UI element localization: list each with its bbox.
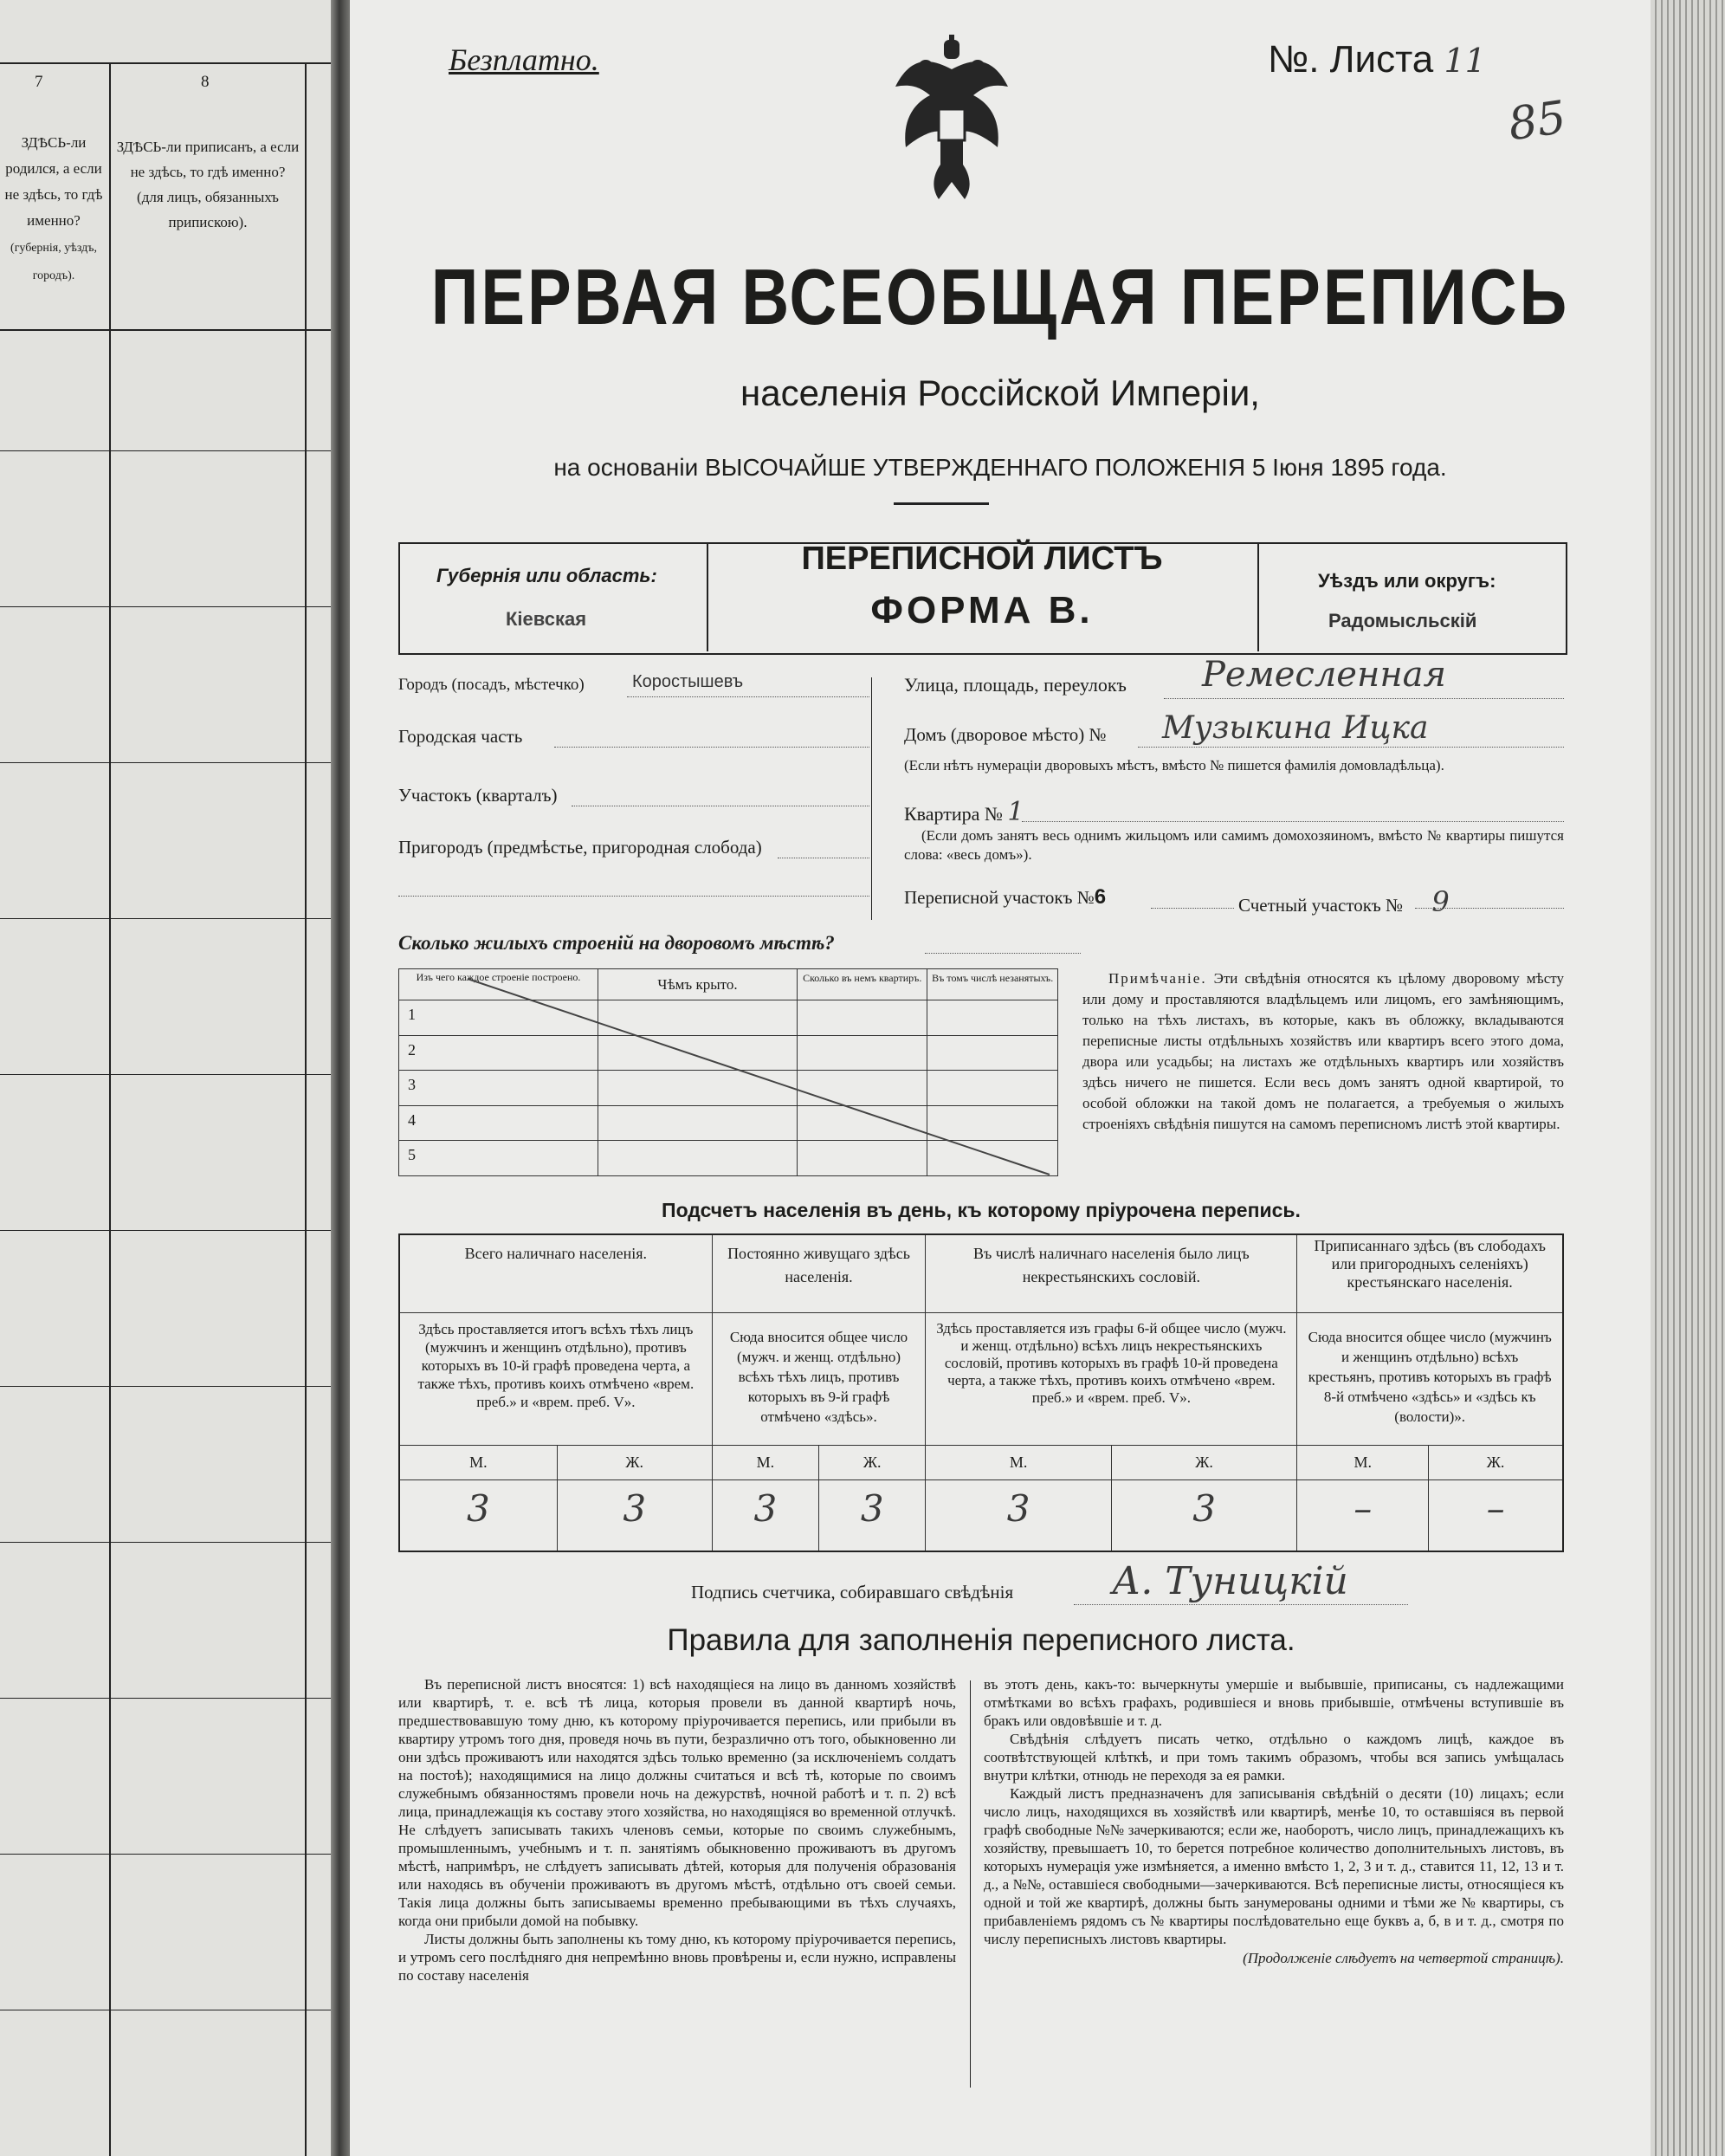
signature-line: [1074, 1604, 1408, 1605]
population-col-desc: Здѣсь проставляется итогъ всѣхъ тѣхъ лицъ (мужчинъ и женщинъ отдѣльно), противъ которыхъ въ 10-й графѣ проведена черта, а также тѣхъ, противъ коихъ отмѣчено «врем. преб.» и «врем. преб. V».: [417, 1320, 695, 1410]
page-edges: [1651, 0, 1725, 2156]
resident-male-value: 3: [753, 1487, 778, 1531]
sheet-number-value: 11: [1444, 42, 1486, 80]
left-page: [0, 0, 331, 2156]
left-row-line: [0, 918, 331, 919]
buildings-col-roof: Чѣмъ крыто.: [598, 969, 798, 1000]
suburb-field-line-2: [398, 896, 869, 897]
population-descs: [399, 1312, 1563, 1445]
left-row-line: [0, 606, 331, 607]
buildings-col-vacant: Въ томъ числѣ незанятыхъ.: [927, 969, 1058, 1000]
population-sex-labels: М. Ж. М. Ж. М. Ж. М. Ж.: [399, 1445, 1563, 1479]
title-rule: [894, 502, 989, 505]
resident-female-value: 3: [860, 1487, 884, 1531]
buildings-row: 2: [399, 1035, 1058, 1071]
population-col-head: Всего наличнаго населенія.: [464, 1245, 648, 1262]
left-header-bottom-line: [0, 329, 331, 331]
buildings-col-material: Изъ чего каждое строеніе построено.: [399, 969, 598, 1000]
apartment-note: (Если домъ занятъ весь однимъ жильцомъ или самимъ домохозяиномъ, вмѣсто № квартиры пишутся слова: «весь домъ»).: [904, 827, 1564, 863]
free-of-charge-label: Безплатно.: [449, 42, 599, 77]
rules-paragraph: Въ переписной листъ вносятся: 1) всѣ находящіеся на лицо въ данномъ хозяйствѣ или квартирѣ, т. е. всѣ тѣ лица, которыя провели въ данной квартирѣ ночь, предшествовавшую тому дню, къ которому пріурочивается перепись, или прибыли въ квартиру утромъ того дня, проведя ночь въ пути, безразлично отъ того, обыкновенно ли они здѣсь проживаютъ или находятся здѣсь только временно (за исключеніемъ солдатъ на постоѣ); находящимися на лицо должны считаться и всѣ тѣ, которые по своимъ служебнымъ обязанностямъ провели ночь на дежурствѣ, ночной работѣ и т. п. 2) всѣ лица, принадлежащія къ составу этого хозяйства, но находящіяся во временной отлучкѣ. Не слѣдуетъ записывать такихъ членовъ семьи, которые по своимъ служебнымъ, промышленнымъ, учебнымъ и т. п. занятіямъ обыкновенно проживаютъ въ другомъ мѣстѣ, напримѣръ, не слѣдуетъ записывать дѣтей, которыя для полученія образованія или находясь въ обученіи проживаютъ въ другомъ мѣстѣ, отдѣльно отъ своей семьи. Такія лица должны быть записываемы временно пребывающими въ тѣхъ случаяхъ, когда они прибыли домой на побывку.: [398, 1676, 956, 1929]
buildings-answer-line: [925, 953, 1081, 954]
population-col-head: Въ числѣ наличнаго населенія было лицъ некрестьянскихъ сословій.: [972, 1245, 1250, 1285]
city-part-label: Городская часть: [398, 726, 523, 747]
buildings-question: Сколько жилыхъ строеній на дворовомъ мѣстѣ?: [398, 932, 835, 954]
nonpeasant-female-value: 3: [1192, 1487, 1216, 1531]
street-label: Улица, площадь, переулокъ: [904, 674, 1127, 696]
left-row-line: [0, 1542, 331, 1543]
buildings-row: 3: [399, 1071, 1058, 1106]
buildings-note: Примѣчаніе. Эти свѣдѣнія относятся къ цѣлому дворовому мѣсту или дому и проставляются владѣльцемъ или лицомъ, его замѣняющимъ, только на тѣхъ листахъ, въ которые, какъ въ обложку, вкладываются переписные листы отдѣльныхъ хозяйствъ или квартиръ всего этого дома, двора или усадьбы; на листахъ же отдѣльныхъ квартиръ или хозяйствъ здѣсь ничего не пишется. Если весь домъ занятъ одной квартирой, то особой обложки на такой домъ не полагается, а требуемыя о жилыхъ строеніяхъ свѣдѣнія пишутся на самомъ переписномъ листѣ этой квартиры.: [1082, 970, 1564, 1132]
imperial-eagle-emblem: [887, 35, 1017, 208]
left-row-line: [0, 1230, 331, 1231]
peasant-male-value: –: [1354, 1487, 1373, 1531]
sheet-number-label: №. Листа 11: [1268, 38, 1486, 81]
buildings-row: 1: [399, 1000, 1058, 1036]
city-part-field-line: [554, 747, 869, 748]
buildings-strike-line: [398, 968, 1058, 1176]
count-section-field-line: [1415, 908, 1564, 909]
total-male-value: 3: [466, 1487, 490, 1531]
address-divider: [871, 677, 872, 920]
left-col7-text: ЗДѢСЬ-ли родился, а если не здѣсь, то гдѣ именно? (губернія, уѣздъ, городъ).: [4, 134, 103, 282]
total-female-value: 3: [623, 1487, 647, 1531]
rules-paragraph: Листы должны быть заполнены къ тому дню, къ которому пріурочивается перепись, и утромъ сего послѣдняго дня непремѣнно вновь провѣрены и, если нужно, исправлены по составу населенія: [398, 1931, 956, 1984]
population-col-desc: Сюда вносится общее число (мужчинъ и женщинъ отдѣльно) всѣхъ крестьянъ, противъ которыхъ въ графѣ 8-й отмѣчено «здѣсь» и «здѣсь къ (волости)».: [1308, 1328, 1552, 1425]
street-value: Ремесленная: [1202, 655, 1446, 695]
left-col8-text: ЗДѢСЬ-ли приписанъ, а если не здѣсь, то гдѣ именно? (для лицъ, обязанныхъ припискою).: [116, 139, 300, 230]
count-section-value: 9: [1431, 885, 1450, 918]
district-label: Уѣздъ или округъ:: [1318, 570, 1496, 592]
census-section-value: 6: [1094, 885, 1107, 909]
population-heads: [399, 1234, 1563, 1312]
left-col-divider-1: [109, 62, 111, 2156]
left-row-line: [0, 1074, 331, 1075]
left-col-divider-2: [305, 62, 307, 2156]
enumerator-signature: А. Туницкій: [1112, 1559, 1348, 1603]
population-col-desc: Сюда вносится общее число (мужч. и женщ. отдѣльно) всѣхъ тѣхъ лицъ, противъ которыхъ въ 9-й графѣ отмѣчено «здѣсь».: [729, 1328, 908, 1425]
city-label: Городъ (посадъ, мѣстечко): [398, 676, 585, 694]
province-value: Кіевская: [506, 608, 587, 630]
peasant-female-value: –: [1486, 1487, 1505, 1531]
population-col-desc: Здѣсь проставляется изъ графы 6-й общее число (мужч. и женщ. отдѣльно) всѣхъ лицъ некрестьянскихъ сословій, противъ которыхъ въ графѣ 10-й проведена черта, а также тѣхъ, противъ коихъ отмѣчено «врем. преб.» и «врем. преб. V».: [936, 1319, 1287, 1406]
rules-continued-note: (Продолженіе слѣдуетъ на четвертой страницѣ).: [1243, 1950, 1564, 1966]
rules-right-column: [984, 1675, 1564, 1967]
book-gutter: [331, 0, 350, 2156]
province-label: Губернія или область:: [436, 565, 657, 586]
legal-basis: на основаніи ВЫСОЧАЙШЕ УТВЕРЖДЕННАГО ПОЛОЖЕНІЯ 5 Іюня 1895 года.: [553, 454, 1447, 481]
census-section-field-line: [1151, 908, 1234, 909]
nonpeasant-male-value: 3: [1006, 1487, 1030, 1531]
house-label: Домъ (дворовое мѣсто) №: [904, 724, 1107, 745]
left-header-line: [0, 62, 331, 64]
rules-divider: [970, 1680, 971, 2088]
suburb-label: Пригородъ (предмѣстье, пригородная слобода): [398, 837, 762, 858]
left-col8-num: 8: [201, 73, 210, 91]
left-col7-num: 7: [35, 73, 43, 91]
rules-left-column: [398, 1675, 956, 1984]
form-title: ПЕРЕПИСНОЙ ЛИСТЪ: [801, 541, 1163, 577]
buildings-col-apartments: Сколько въ немъ квартиръ.: [797, 969, 927, 1000]
left-row-line: [0, 1854, 331, 1855]
left-row-line: [0, 1698, 331, 1699]
left-row-line: [0, 762, 331, 763]
page-title: ПЕРВАЯ ВСЕОБЩАЯ ПЕРЕПИСЬ: [430, 253, 1570, 342]
house-field-line: [1138, 747, 1564, 748]
apartment-label: Квартира № 1: [904, 797, 1024, 827]
population-table: [398, 1233, 1564, 1552]
precinct-label: Участокъ (кварталъ): [398, 785, 558, 806]
house-value: Музыкина Ицка: [1162, 710, 1429, 746]
form-name: ФОРМА В.: [870, 589, 1094, 631]
population-title: Подсчетъ населенія въ день, къ которому пріурочена перепись.: [662, 1199, 1301, 1221]
district-value: Радомысльскій: [1328, 610, 1477, 631]
census-section-label: Переписной участокъ №6: [904, 885, 1107, 909]
form-box-divider: [1257, 542, 1259, 651]
buildings-row: 4: [399, 1105, 1058, 1141]
population-values: [399, 1480, 1563, 1551]
rules-paragraph: Свѣдѣнія слѣдуетъ писать четко, отдѣльно о каждомъ лицѣ, каждое въ соотвѣтствующей клѣткѣ, и при томъ такимъ образомъ, чтобы вся запись умѣщалась внутри клѣтки, отнюдь не переходя за ея рамки.: [984, 1731, 1564, 1784]
archive-page-number: 85: [1505, 91, 1570, 152]
population-col-head: Приписаннаго здѣсь (въ слободахъ или пригородныхъ селеніяхъ) крестьянскаго населенія.: [1314, 1237, 1546, 1291]
census-sheet: [350, 0, 1651, 2156]
rules-paragraph: Каждый листъ предназначенъ для записыванія свѣдѣній о десяти (10) лицахъ; если число лицъ, находящихся въ хозяйствѣ или квартирѣ, менѣе 10, то оставшіяся въ первой графѣ свободные №№ зачеркиваются; если же, наоборотъ, число лицъ, принадлежащихъ къ хозяйству, превышаетъ 10, то берется потребное количество дополнительныхъ листовъ, въ которыхъ нумерація уже измѣняется, а именно вмѣсто 1, 2, 3 и т. д., ставится 11, 12, 13 и т. д., а №№, оставшіеся свободными—зачеркиваются. Всѣ переписные листы, относящіеся къ одной и той же квартирѣ, должны быть занумерованы одними и тѣми же № квартиры, съ прибавленіемъ рядомъ съ № квартиры послѣдовательно еще буквъ а, б, в и т. д., смотря по числу переписныхъ листовъ квартиры.: [984, 1785, 1564, 1947]
city-value: Коростышевъ: [632, 672, 744, 691]
rules-paragraph: въ этотъ день, какъ-то: вычеркнуты умершіе и выбывшіе, приписаны, съ надлежащими отмѣтками во всѣхъ графахъ, родившіеся и вновь прибывшіе, отмѣчены вступившіе въ бракъ или овдовѣвшіе и т. д.: [984, 1676, 1564, 1729]
signature-label: Подпись счетчика, собиравшаго свѣдѣнія: [691, 1582, 1014, 1602]
city-field-line: [627, 696, 869, 697]
left-row-line: [0, 450, 331, 451]
rules-title: Правила для заполненія переписного листа.: [667, 1623, 1295, 1657]
apartment-field-line: [1022, 821, 1564, 822]
left-row-line: [0, 1386, 331, 1387]
population-col-head: Постоянно живущаго здѣсь населенія.: [727, 1245, 910, 1285]
apartment-value: 1: [1007, 797, 1024, 827]
page-subtitle: населенія Россійской Имперіи,: [740, 372, 1260, 413]
street-field-line: [1164, 698, 1564, 699]
buildings-row: 5: [399, 1141, 1058, 1176]
count-section-label: Счетный участокъ № 9: [1238, 885, 1450, 918]
house-note: (Если нѣтъ нумераціи дворовыхъ мѣстъ, вмѣсто № пишется фамилія домовладѣльца).: [904, 757, 1444, 774]
